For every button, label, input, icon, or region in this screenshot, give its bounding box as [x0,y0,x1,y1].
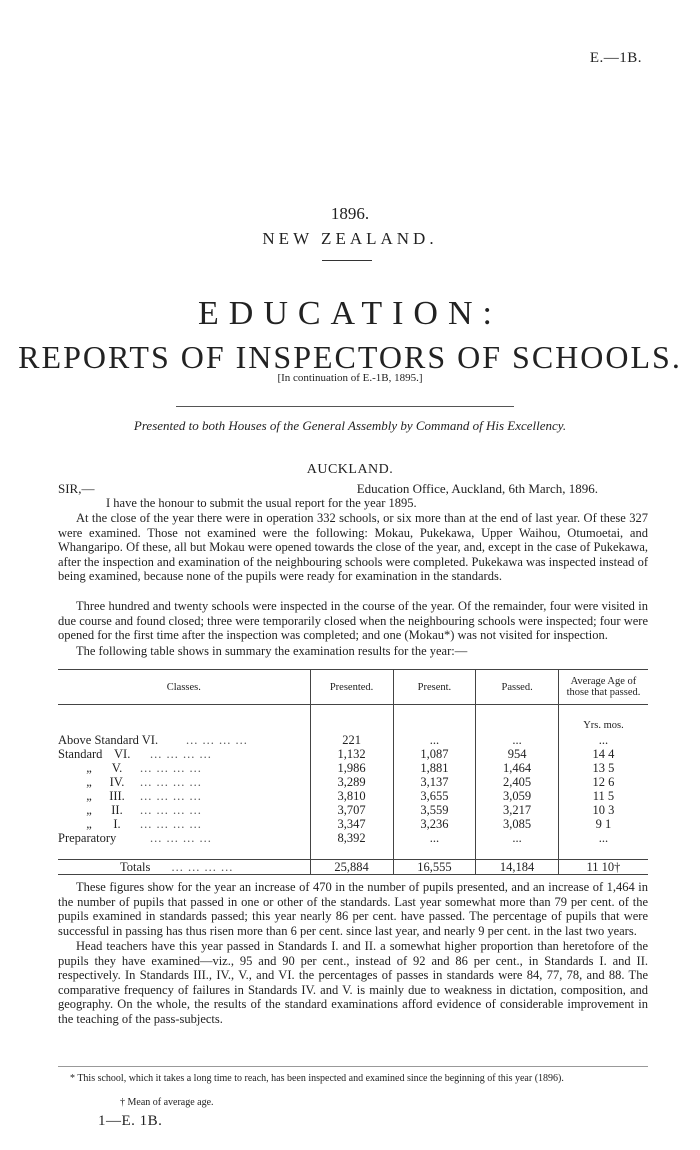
page-signature: 1—E. 1B. [98,1113,163,1129]
class-cell [58,831,310,845]
footnote-dagger: † Mean of average age. [120,1097,214,1108]
totals-label: Totals [120,860,151,874]
header-present: Present. [393,670,476,705]
totals-dots: ... ... ... ... [171,860,234,874]
class-label: V. [111,761,123,775]
table-row [58,789,648,803]
average-age-cell: 13 5 [592,761,615,775]
leader-dots: ... ... ... ... [140,789,202,803]
header-presented: Presented. [310,670,393,705]
class-cell [58,803,310,817]
table-row [58,761,648,775]
letter-paragraph-4: The following table shows in summary the examination results for the year:— [76,644,468,658]
class-cell [58,761,310,775]
average-age-cell: ... [598,831,609,845]
totals-row [58,860,648,875]
class-label: I. [113,817,121,831]
presented-line: Presented to both Houses of the General Assembly by Command of His Excellency. [133,418,567,433]
class-prefix: Preparatory [58,831,117,845]
dateline: Education Office, Auckland, 6th March, 1896. [356,481,598,496]
document-year: 1896. [330,204,370,223]
presented-cell: 8,392 [310,831,393,845]
letter-paragraph-1: I have the honour to submit the usual report for the year 1895. [106,496,417,510]
ditto-mark: „ [86,789,92,803]
leader-dots: ... ... ... ... [186,733,248,747]
document-reference: E.—1B. [589,50,642,66]
present-cell: 1,881 [393,761,476,775]
presented-cell: 3,810 [310,789,393,803]
letter-paragraph-6: Head teachers have this year passed in Standards I. and II. a somewhat higher proportion than heretofore of the pupils they have examined—viz., 95 and 90 per cent., instead of 92 and 86 per cent., in Standards I. and II. respectively. In Standards III., IV., V., and VI. the percentages of passes in standards were 84, 77, 78, and 88. The comparative frequency of failures in Standards IV. and V. is mainly due to weakness in dictation, composition, and geography. On the whole, the results of the standard examinations afford evidence of considerable improvement in the teaching of the pass-subjects. [58,939,648,1026]
class-cell [58,747,310,761]
letter-paragraph-3: Three hundred and twenty schools were inspected in the course of the year. Of the remainder, four were visited in due course and found closed; three were temporarily closed when the neighbouring schools were inspected; four were opened for the first time after the inspection was completed; and one (Mokau*) was not visited for inspection. [58,599,648,643]
passed-cell: 3,085 [476,817,559,831]
class-prefix: Above Standard VI. [58,733,159,747]
present-cell: 3,559 [393,803,476,817]
presented-cell: 3,289 [310,775,393,789]
table-row [58,775,648,789]
table-header-row [58,670,648,705]
totals-passed: 14,184 [476,860,559,875]
totals-label-cell [58,860,310,875]
totals-age: 11 10† [558,860,648,875]
class-label: II. [111,803,123,817]
ditto-mark: „ [86,775,92,789]
average-age-cell: 14 4 [592,747,615,761]
class-cell [58,789,310,803]
table-row [58,733,648,747]
table-row [58,831,648,845]
class-prefix: Standard [58,747,103,761]
presented-cell: 3,347 [310,817,393,831]
leader-dots: ... ... ... ... [150,831,212,845]
table-spacer-row [58,845,648,860]
presented-cell: 1,132 [310,747,393,761]
table-row [58,747,648,761]
present-cell: ... [393,733,476,747]
ditto-mark: „ [86,803,92,817]
totals-presented: 25,884 [310,860,393,875]
header-classes: Classes. [58,670,310,705]
class-cell [58,775,310,789]
average-age-cell: 9 1 [595,817,612,831]
class-cell [58,733,310,747]
letter-paragraph-5: These figures show for the year an increase of 470 in the number of pupils presented, and an increase of 1,464 in the number of pupils that passed in one or other of the standards. Last year somewhat more than 79 per cent. of the pupils examined in standards passed; this year nearly 86 per cent. have passed. The percentage of pupils that were successful in passing has thus risen more than 6 per cent. since last year, and nearly 9 per cent. in the last two years. [58,880,648,938]
leader-dots: ... ... ... ... [140,817,202,831]
passed-cell: 2,405 [476,775,559,789]
continuation-note: [In continuation of E.-1B, 1895.] [277,372,423,384]
table-row [58,803,648,817]
presented-cell: 221 [310,733,393,747]
presented-divider [176,406,514,407]
table-row [58,817,648,831]
country-heading: NEW ZEALAND. [262,229,438,248]
document-subtitle: REPORTS OF INSPECTORS OF SCHOOLS. [18,339,682,375]
passed-cell: 954 [476,747,559,761]
ditto-mark: „ [86,761,92,775]
passed-cell: 1,464 [476,761,559,775]
presented-cell: 3,707 [310,803,393,817]
class-label: III. [109,789,125,803]
header-average-age: Average Age of those that passed. [558,670,648,705]
present-cell: 3,655 [393,789,476,803]
footnote-divider [58,1066,648,1067]
present-cell: 3,137 [393,775,476,789]
ditto-mark: „ [86,817,92,831]
table-unit-row [58,705,648,720]
class-label: IV. [109,775,125,789]
leader-dots: ... ... ... ... [140,761,202,775]
average-age-cell: 10 3 [592,803,615,817]
footnote-star: * This school, which it takes a long time to reach, has been inspected and examined since the beginning of this year (1896). [70,1073,564,1084]
table-unit-row [58,719,648,733]
leader-dots: ... ... ... ... [140,803,202,817]
totals-present: 16,555 [393,860,476,875]
letter-paragraph-2: At the close of the year there were in operation 332 schools, or six more than at the end of last year. Of these 327 were examined. Those not examined were the following: Mokau, Pukekawa, Upper Waihou, Otumoetai, and Whangaripo. Of these, all but Mokau were opened towards the close of the year, and, except in the case of Pukekawa, after the inspection and examination of the neighbouring schools were completed. Pukekawa was inspected instead of being examined, because none of the pupils were ready for examination in the standards. [58,511,648,584]
average-age-cell: 12 6 [592,775,615,789]
passed-cell: ... [476,733,559,747]
district-heading: AUCKLAND. [306,462,394,477]
passed-cell: 3,217 [476,803,559,817]
age-unit-label: Yrs. mos. [583,720,624,731]
document-title: EDUCATION: [198,295,502,332]
title-divider [322,260,372,261]
header-passed: Passed. [476,670,559,705]
leader-dots: ... ... ... ... [150,747,212,761]
present-cell: 1,087 [393,747,476,761]
passed-cell: 3,059 [476,789,559,803]
passed-cell: ... [476,831,559,845]
present-cell: ... [393,831,476,845]
presented-cell: 1,986 [310,761,393,775]
average-age-cell: 11 5 [592,789,615,803]
examination-results-table [58,669,648,875]
leader-dots: ... ... ... ... [140,775,202,789]
salutation: SIR,— [58,481,95,496]
average-age-cell: ... [598,733,609,747]
present-cell: 3,236 [393,817,476,831]
class-label: VI. [114,747,131,761]
class-cell [58,817,310,831]
